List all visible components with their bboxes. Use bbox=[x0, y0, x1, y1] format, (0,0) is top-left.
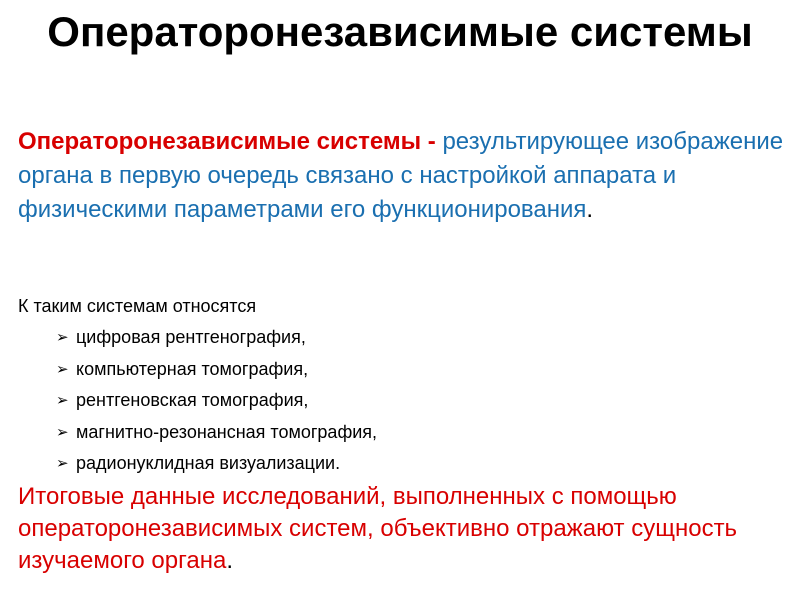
list-item bbox=[56, 385, 377, 417]
list-item bbox=[56, 448, 377, 480]
definition-period: . bbox=[586, 196, 594, 223]
systems-intro: К таким системам относятся bbox=[18, 296, 257, 316]
slide-title: Операторонезависимые системы bbox=[47, 8, 753, 55]
list-item-label: рентгеновская томография, bbox=[76, 390, 309, 410]
check-arrow-icon: ➢ bbox=[56, 359, 69, 378]
list-item-label: цифровая рентгенография, bbox=[76, 327, 306, 347]
definition-paragraph bbox=[18, 125, 788, 227]
list-item bbox=[56, 354, 377, 386]
systems-list bbox=[56, 322, 377, 480]
conclusion-period: . bbox=[226, 547, 233, 574]
definition-term: Операторонезависимые системы bbox=[18, 128, 422, 155]
list-item-label: компьютерная томография, bbox=[76, 358, 309, 379]
list-item-label: радионуклидная визуализации. bbox=[76, 453, 341, 473]
check-arrow-icon: ➢ bbox=[56, 328, 69, 346]
list-item bbox=[56, 322, 377, 354]
list-item-label: магнитно-резонансная томография, bbox=[76, 421, 378, 442]
check-arrow-icon: ➢ bbox=[56, 391, 69, 409]
check-arrow-icon: ➢ bbox=[56, 422, 69, 441]
list-item bbox=[56, 417, 377, 449]
definition-text: результирующее изображение органа в первую очередь связано с настройкой аппарата и физическими параметрами его функционирования bbox=[18, 128, 784, 223]
conclusion-text: Итоговые данные исследований, выполненных с помощью операторонезависимых систем, объективно отражают сущность изучаемого органа bbox=[18, 483, 738, 574]
check-arrow-icon: ➢ bbox=[56, 454, 69, 472]
definition-dash: - bbox=[427, 128, 436, 155]
conclusion-paragraph bbox=[18, 481, 788, 577]
